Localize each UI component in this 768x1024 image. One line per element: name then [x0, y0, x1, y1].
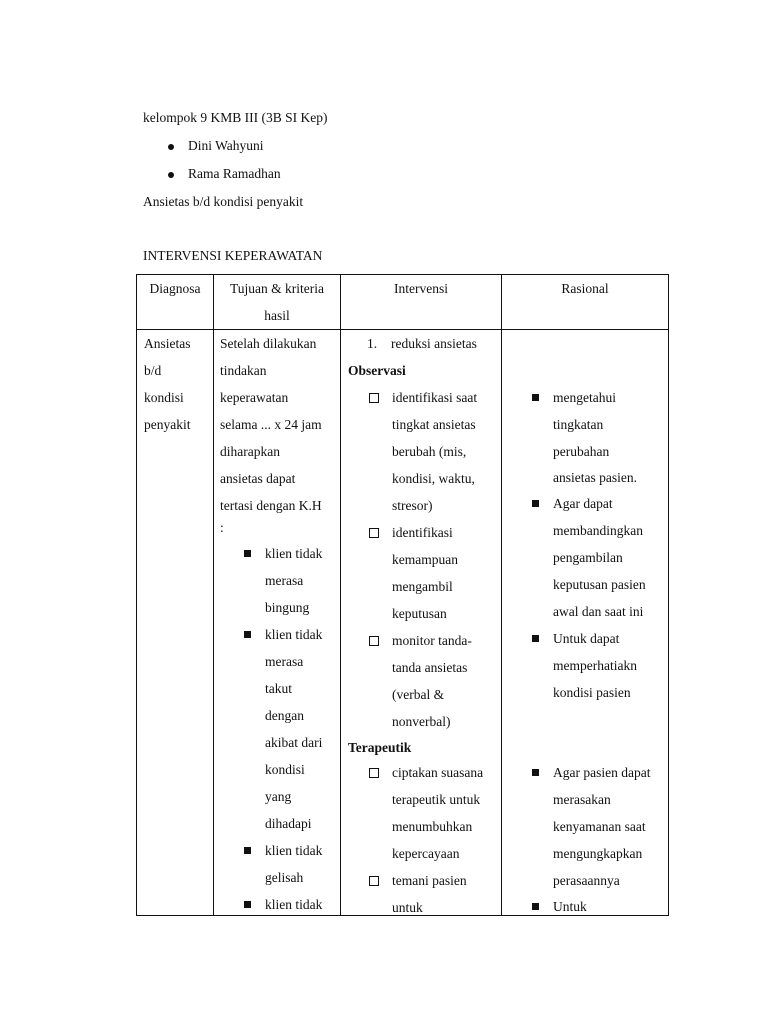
cell-text: tingkatan — [553, 417, 604, 432]
member-name: Rama Ramadhan — [188, 166, 281, 181]
cell-text: tingkat ansietas — [392, 417, 476, 432]
cell-text: Setelah dilakukan — [220, 336, 317, 351]
checkbox-icon — [369, 393, 379, 403]
checkbox-icon — [369, 876, 379, 886]
cell-text: ansietas dapat — [220, 471, 296, 486]
table-row — [137, 330, 669, 916]
cell-text: mengambil — [392, 579, 453, 594]
group-title: kelompok 9 KMB III (3B SI Kep) — [143, 110, 328, 125]
header-diagnosa — [137, 275, 214, 330]
square-bullet-icon — [244, 847, 251, 854]
checkbox-icon — [369, 636, 379, 646]
cell-text: identifikasi saat — [392, 390, 478, 405]
intervention-table — [136, 274, 669, 916]
cell-text: mengungkapkan — [553, 846, 643, 861]
cell-tujuan — [214, 330, 341, 916]
cell-text: selama ... x 24 jam — [220, 417, 322, 432]
cell-text: terapeutik untuk — [392, 792, 481, 807]
header-rasional — [502, 275, 669, 330]
cell-text: 1. — [367, 336, 378, 351]
header-label: Diagnosa — [149, 281, 201, 296]
cell-text: ansietas pasien. — [553, 470, 637, 485]
cell-text: kondisi, waktu, — [392, 471, 475, 486]
square-bullet-icon — [532, 769, 539, 776]
cell-text: gelisah — [265, 870, 304, 885]
cell-text: mengetahui — [553, 390, 616, 405]
square-bullet-icon — [244, 550, 251, 557]
square-bullet-icon — [244, 901, 251, 908]
cell-text: menumbuhkan — [392, 819, 473, 834]
cell-text: klien tidak — [265, 627, 323, 642]
cell-text: ciptakan suasana — [392, 765, 484, 780]
cell-text: dengan — [265, 708, 304, 723]
cell-text: Untuk dapat — [553, 631, 620, 646]
cell-text: Agar pasien dapat — [553, 765, 651, 780]
cell-text: takut — [265, 681, 292, 696]
cell-text: perubahan — [553, 444, 610, 459]
cell-text: Ansietas — [144, 336, 191, 351]
cell-text: dihadapi — [265, 816, 312, 831]
cell-text: klien tidak — [265, 843, 323, 858]
square-bullet-icon — [532, 903, 539, 910]
cell-text: tanda ansietas — [392, 660, 468, 675]
cell-text: pengambilan — [553, 550, 623, 565]
cell-text: (verbal & — [392, 687, 445, 702]
cell-text: b/d — [144, 363, 162, 378]
subsection-label: Terapeutik — [348, 740, 412, 755]
cell-text: temani pasien — [392, 873, 467, 888]
member-name: Dini Wahyuni — [188, 138, 264, 153]
cell-text: diharapkan — [220, 444, 280, 459]
cell-rasional — [502, 330, 669, 916]
header-label: Rasional — [561, 281, 609, 296]
section-title: INTERVENSI KEPERAWATAN — [143, 248, 323, 263]
header-intervensi — [341, 275, 502, 330]
cell-text: kondisi — [144, 390, 184, 405]
bullet-icon — [168, 172, 174, 178]
cell-intervensi — [341, 330, 502, 916]
cell-text: nonverbal) — [392, 714, 451, 729]
cell-text: keputusan — [392, 606, 447, 621]
cell-text: kondisi pasien — [553, 685, 631, 700]
square-bullet-icon — [532, 500, 539, 507]
cell-text: : — [220, 520, 224, 535]
cell-text: awal dan saat ini — [553, 604, 644, 619]
bullet-icon — [168, 144, 174, 150]
cell-text: reduksi ansietas — [391, 336, 477, 351]
cell-text: klien tidak — [265, 897, 323, 912]
square-bullet-icon — [532, 635, 539, 642]
cell-text: kenyamanan saat — [553, 819, 646, 834]
cell-text: merasa — [265, 654, 304, 669]
cell-text: bingung — [265, 600, 310, 615]
cell-text: monitor tanda- — [392, 633, 472, 648]
cell-text: membandingkan — [553, 523, 643, 538]
cell-text: perasaannya — [553, 873, 620, 888]
table-header-row — [137, 275, 669, 330]
cell-text: berubah (mis, — [392, 444, 467, 459]
cell-text: kemampuan — [392, 552, 458, 567]
cell-text: tertasi dengan K.H — [220, 498, 322, 513]
cell-text: keputusan pasien — [553, 577, 646, 592]
cell-text: penyakit — [144, 417, 191, 432]
cell-text: klien tidak — [265, 546, 323, 561]
header-label: Intervensi — [394, 281, 448, 296]
cell-text: yang — [265, 789, 292, 804]
cell-text: stresor) — [392, 498, 433, 513]
checkbox-icon — [369, 528, 379, 538]
checkbox-icon — [369, 768, 379, 778]
cell-text: kondisi — [265, 762, 305, 777]
square-bullet-icon — [532, 394, 539, 401]
cell-text: identifikasi — [392, 525, 453, 540]
subsection-label: Observasi — [348, 363, 406, 378]
cell-text: keperawatan — [220, 390, 289, 405]
cell-text: Untuk — [553, 899, 587, 914]
cell-text: tindakan — [220, 363, 267, 378]
cell-diagnosa — [137, 330, 214, 916]
cell-text: Agar dapat — [553, 496, 613, 511]
cell-text: memperhatiakn — [553, 658, 637, 673]
square-bullet-icon — [244, 631, 251, 638]
header-label: Tujuan & kriteria — [230, 281, 324, 296]
header-tujuan — [214, 275, 341, 330]
header-label: hasil — [264, 308, 290, 323]
cell-text: merasakan — [553, 792, 611, 807]
cell-text: akibat dari — [265, 735, 323, 750]
cell-text: merasa — [265, 573, 304, 588]
cell-text: untuk — [392, 900, 423, 915]
diagnosis-line: Ansietas b/d kondisi penyakit — [143, 194, 304, 209]
cell-text: kepercayaan — [392, 846, 460, 861]
